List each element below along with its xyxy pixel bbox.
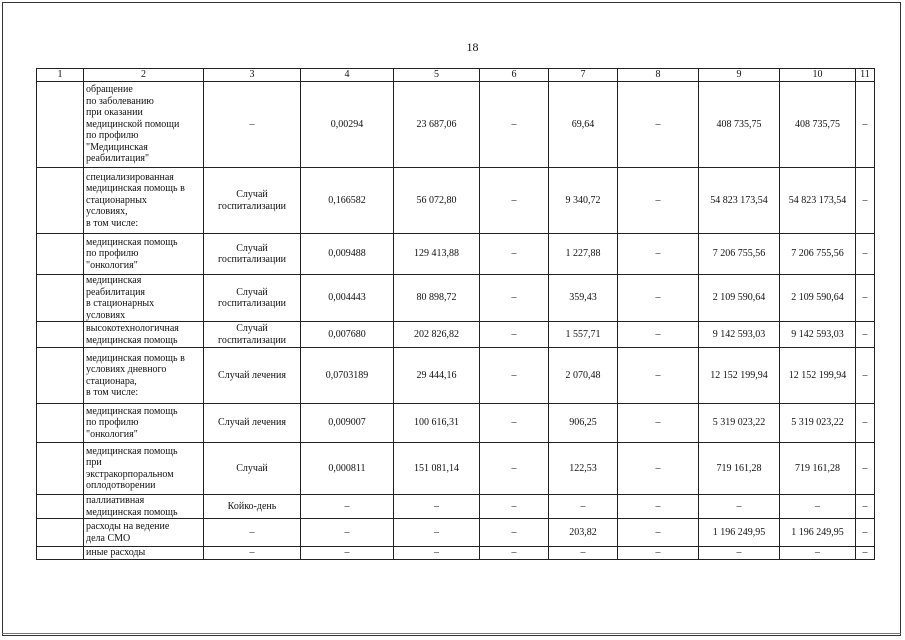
table-cell-col7: 69,64 bbox=[549, 82, 618, 168]
table-cell-col8: – bbox=[618, 404, 699, 443]
table-row bbox=[37, 495, 875, 519]
table-cell-col10: 2 109 590,64 bbox=[780, 275, 856, 322]
table-cell-col5: 29 444,16 bbox=[394, 348, 480, 404]
table-cell-col3: Случай госпитализации bbox=[204, 168, 301, 234]
table-row bbox=[37, 168, 875, 234]
table-cell-col9: 12 152 199,94 bbox=[699, 348, 780, 404]
table-cell-col10: – bbox=[780, 495, 856, 519]
table-cell-col3: Случай госпитализации bbox=[204, 234, 301, 275]
table-cell-col5: – bbox=[394, 519, 480, 547]
table-cell-col10: 12 152 199,94 bbox=[780, 348, 856, 404]
table-cell-col5: 151 081,14 bbox=[394, 443, 480, 495]
table-cell-col2: высокотехнологичная медицинская помощь bbox=[84, 322, 204, 348]
table-cell-col4: 0,00294 bbox=[301, 82, 394, 168]
table-cell-col11: – bbox=[856, 82, 875, 168]
table-cell-col5: 56 072,80 bbox=[394, 168, 480, 234]
table-cell-col4: 0,000811 bbox=[301, 443, 394, 495]
table-cell-col1 bbox=[37, 275, 84, 322]
table-cell-col11: – bbox=[856, 404, 875, 443]
table-cell-col11: – bbox=[856, 168, 875, 234]
table-cell-col11: – bbox=[856, 348, 875, 404]
table-cell-col2: медицинская помощь по профилю "онкология" bbox=[84, 234, 204, 275]
table-cell-col10: 1 196 249,95 bbox=[780, 519, 856, 547]
table-row bbox=[37, 82, 875, 168]
col-header: 2 bbox=[84, 69, 204, 82]
table-cell-col7: 359,43 bbox=[549, 275, 618, 322]
col-header: 6 bbox=[480, 69, 549, 82]
table-cell-col6: – bbox=[480, 495, 549, 519]
table-cell-col6: – bbox=[480, 234, 549, 275]
table-cell-col8: – bbox=[618, 82, 699, 168]
table-cell-col3: Случай госпитализации bbox=[204, 275, 301, 322]
table-cell-col9: 9 142 593,03 bbox=[699, 322, 780, 348]
table-cell-col5: – bbox=[394, 547, 480, 560]
table-cell-col9: – bbox=[699, 495, 780, 519]
col-header: 5 bbox=[394, 69, 480, 82]
table-cell-col11: – bbox=[856, 495, 875, 519]
table-cell-col8: – bbox=[618, 322, 699, 348]
table-cell-col3: Случай лечения bbox=[204, 348, 301, 404]
table-cell-col3: – bbox=[204, 547, 301, 560]
table-cell-col1 bbox=[37, 443, 84, 495]
data-table bbox=[36, 68, 875, 560]
table-cell-col2: медицинская помощь в условиях дневного стационара, в том числе: bbox=[84, 348, 204, 404]
table-cell-col7: – bbox=[549, 547, 618, 560]
table-cell-col2: медицинская реабилитация в стационарных условиях bbox=[84, 275, 204, 322]
table-cell-col8: – bbox=[618, 234, 699, 275]
table-cell-col9: 5 319 023,22 bbox=[699, 404, 780, 443]
table-cell-col1 bbox=[37, 519, 84, 547]
table-cell-col2: медицинская помощь при экстракорпоральном оплодотворении bbox=[84, 443, 204, 495]
table-cell-col7: 203,82 bbox=[549, 519, 618, 547]
bottom-rule bbox=[2, 633, 901, 634]
table-cell-col4: – bbox=[301, 547, 394, 560]
table-body bbox=[37, 82, 875, 560]
table-cell-col9: – bbox=[699, 547, 780, 560]
table-row bbox=[37, 234, 875, 275]
table-cell-col7: 1 227,88 bbox=[549, 234, 618, 275]
table-cell-col8: – bbox=[618, 547, 699, 560]
table-cell-col10: 5 319 023,22 bbox=[780, 404, 856, 443]
table-row bbox=[37, 348, 875, 404]
table-cell-col6: – bbox=[480, 519, 549, 547]
table-cell-col8: – bbox=[618, 519, 699, 547]
table-cell-col11: – bbox=[856, 519, 875, 547]
table-cell-col1 bbox=[37, 168, 84, 234]
table-cell-col7: 9 340,72 bbox=[549, 168, 618, 234]
table-cell-col3: Случай bbox=[204, 443, 301, 495]
table-cell-col11: – bbox=[856, 443, 875, 495]
table-row bbox=[37, 519, 875, 547]
table-cell-col5: 202 826,82 bbox=[394, 322, 480, 348]
col-header: 1 bbox=[37, 69, 84, 82]
col-header: 8 bbox=[618, 69, 699, 82]
table-cell-col9: 719 161,28 bbox=[699, 443, 780, 495]
table-cell-col7: 122,53 bbox=[549, 443, 618, 495]
table-cell-col10: 54 823 173,54 bbox=[780, 168, 856, 234]
table-cell-col2: расходы на ведение дела СМО bbox=[84, 519, 204, 547]
table-cell-col4: 0,0703189 bbox=[301, 348, 394, 404]
table-cell-col10: – bbox=[780, 547, 856, 560]
table-cell-col4: 0,009488 bbox=[301, 234, 394, 275]
table-cell-col9: 7 206 755,56 bbox=[699, 234, 780, 275]
table-cell-col11: – bbox=[856, 234, 875, 275]
table-cell-col6: – bbox=[480, 443, 549, 495]
table-cell-col11: – bbox=[856, 275, 875, 322]
table-cell-col4: – bbox=[301, 519, 394, 547]
table-cell-col2: медицинская помощь по профилю "онкология" bbox=[84, 404, 204, 443]
table-cell-col1 bbox=[37, 322, 84, 348]
col-header: 3 bbox=[204, 69, 301, 82]
table-cell-col8: – bbox=[618, 168, 699, 234]
table-cell-col2: обращение по заболеванию при оказании медицинской помощи по профилю "Медицинская реабилитация" bbox=[84, 82, 204, 168]
col-header: 4 bbox=[301, 69, 394, 82]
table-cell-col3: Случай лечения bbox=[204, 404, 301, 443]
table-cell-col8: – bbox=[618, 275, 699, 322]
table-cell-col11: – bbox=[856, 547, 875, 560]
table-row bbox=[37, 443, 875, 495]
table-cell-col1 bbox=[37, 495, 84, 519]
table-cell-col4: 0,166582 bbox=[301, 168, 394, 234]
table-cell-col1 bbox=[37, 82, 84, 168]
table-cell-col10: 9 142 593,03 bbox=[780, 322, 856, 348]
page-number: 18 bbox=[466, 40, 479, 54]
table-cell-col6: – bbox=[480, 275, 549, 322]
table-cell-col6: – bbox=[480, 547, 549, 560]
table-cell-col10: 7 206 755,56 bbox=[780, 234, 856, 275]
col-header: 7 bbox=[549, 69, 618, 82]
table-cell-col8: – bbox=[618, 495, 699, 519]
table-cell-col9: 54 823 173,54 bbox=[699, 168, 780, 234]
table-cell-col8: – bbox=[618, 443, 699, 495]
table-cell-col4: 0,007680 bbox=[301, 322, 394, 348]
table-cell-col6: – bbox=[480, 168, 549, 234]
table-row bbox=[37, 322, 875, 348]
table-cell-col6: – bbox=[480, 322, 549, 348]
table-cell-col9: 408 735,75 bbox=[699, 82, 780, 168]
table-cell-col7: 1 557,71 bbox=[549, 322, 618, 348]
table-cell-col2: специализированная медицинская помощь в стационарных условиях, в том числе: bbox=[84, 168, 204, 234]
header-row bbox=[37, 69, 875, 82]
table-cell-col3: Случай госпитализации bbox=[204, 322, 301, 348]
col-header: 9 bbox=[699, 69, 780, 82]
table-cell-col5: 129 413,88 bbox=[394, 234, 480, 275]
col-header: 11 bbox=[856, 69, 875, 82]
table-cell-col2: иные расходы bbox=[84, 547, 204, 560]
table-cell-col11: – bbox=[856, 322, 875, 348]
table-cell-col3: – bbox=[204, 82, 301, 168]
table-cell-col7: 906,25 bbox=[549, 404, 618, 443]
col-header: 10 bbox=[780, 69, 856, 82]
table-cell-col5: 80 898,72 bbox=[394, 275, 480, 322]
table-cell-col10: 719 161,28 bbox=[780, 443, 856, 495]
table-cell-col4: – bbox=[301, 495, 394, 519]
table-cell-col6: – bbox=[480, 348, 549, 404]
table-cell-col3: – bbox=[204, 519, 301, 547]
table-cell-col4: 0,009007 bbox=[301, 404, 394, 443]
table-row bbox=[37, 275, 875, 322]
table-cell-col4: 0,004443 bbox=[301, 275, 394, 322]
table-cell-col5: 100 616,31 bbox=[394, 404, 480, 443]
table-cell-col6: – bbox=[480, 82, 549, 168]
table-cell-col7: 2 070,48 bbox=[549, 348, 618, 404]
table-cell-col3: Койко-день bbox=[204, 495, 301, 519]
table-cell-col9: 2 109 590,64 bbox=[699, 275, 780, 322]
table-cell-col5: – bbox=[394, 495, 480, 519]
table-cell-col7: – bbox=[549, 495, 618, 519]
table-cell-col9: 1 196 249,95 bbox=[699, 519, 780, 547]
table-cell-col6: – bbox=[480, 404, 549, 443]
table-cell-col2: паллиативная медицинская помощь bbox=[84, 495, 204, 519]
table-cell-col1 bbox=[37, 547, 84, 560]
table-cell-col1 bbox=[37, 348, 84, 404]
table-cell-col1 bbox=[37, 234, 84, 275]
table-row bbox=[37, 547, 875, 560]
table-cell-col10: 408 735,75 bbox=[780, 82, 856, 168]
table-cell-col5: 23 687,06 bbox=[394, 82, 480, 168]
table-row bbox=[37, 404, 875, 443]
table-cell-col8: – bbox=[618, 348, 699, 404]
table-cell-col1 bbox=[37, 404, 84, 443]
